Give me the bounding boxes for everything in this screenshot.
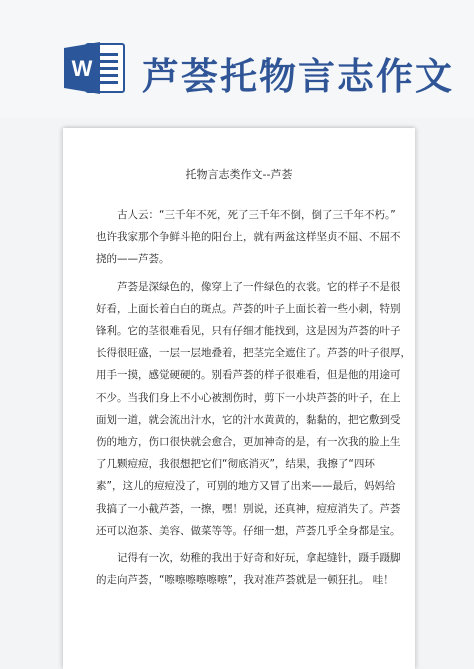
text-line: 素”，这儿的痘痘没了，可别的地方又冒了出来——最后，妈妈给 bbox=[96, 480, 396, 493]
paragraph bbox=[96, 276, 411, 542]
word-icon bbox=[62, 38, 126, 98]
document-body bbox=[96, 204, 411, 591]
text-line: 还可以泡茶、美容、做菜等等。仔细一想，芦荟几乎全身都是宝。 bbox=[96, 524, 401, 537]
text-line: 用手一摸，感觉硬硬的。别看芦荟的样子很难看，但是他的用途可 bbox=[96, 369, 401, 382]
paragraph bbox=[96, 547, 401, 591]
word-logo-letter: W bbox=[71, 56, 93, 81]
text-line: 伤的地方，伤口很快就会愈合，更加神奇的是，有一次我的脸上生 bbox=[96, 436, 401, 449]
text-line: 记得有一次，幼稚的我出于好奇和好玩，拿起缝针，蹑手蹑脚 bbox=[117, 552, 401, 565]
paragraph bbox=[96, 204, 401, 271]
banner-title: 芦荟托物言志作文 bbox=[142, 55, 454, 98]
text-line: 古人云：“三千年不死，死了三千年不倒，倒了三千年不朽。” bbox=[117, 209, 396, 221]
document-page bbox=[63, 128, 415, 669]
document-title: 托物言志类作文--芦荟 bbox=[185, 168, 293, 181]
banner bbox=[0, 0, 474, 118]
text-line: 面划一道，就会流出汁水，它的汁水黄黄的，黏黏的，把它敷到受 bbox=[96, 413, 401, 426]
text-line: 了几颗痘痘，我很想把它们“彻底消灭”，结果，我擦了“四环 bbox=[96, 458, 375, 471]
text-line: 的走向芦荟，“嚓嚓嚓嚓嚓嚓”，我对准芦荟就是一顿狂扎。 哇！ bbox=[96, 574, 394, 587]
text-line: 我搞了一小截芦荟，一擦，嘿！别说，还真神，痘痘消失了。芦荟 bbox=[96, 502, 401, 515]
text-line: 好看，上面长着白白的斑点。芦荟的叶子上面长着一些小刺，特别 bbox=[96, 302, 401, 315]
text-line: 也许我家那个争鲜斗艳的阳台上，就有两盆这样坚贞不屈、不屈不 bbox=[96, 231, 401, 244]
text-line: 挠的——芦荟。 bbox=[96, 253, 170, 266]
text-line: 长得很旺盛，一层一层地叠着，把茎完全遮住了。芦荟的叶子很厚， bbox=[96, 347, 411, 360]
text-line: 芦荟是深绿色的，像穿上了一件绿色的衣裳。它的样子不是很 bbox=[117, 280, 401, 293]
text-line: 锋利。它的茎很难看见，只有仔细才能找到，这是因为芦荟的叶子 bbox=[96, 325, 401, 338]
text-line: 不少。当我们身上不小心被割伤时，剪下一小块芦荟的叶子，在上 bbox=[96, 391, 401, 404]
